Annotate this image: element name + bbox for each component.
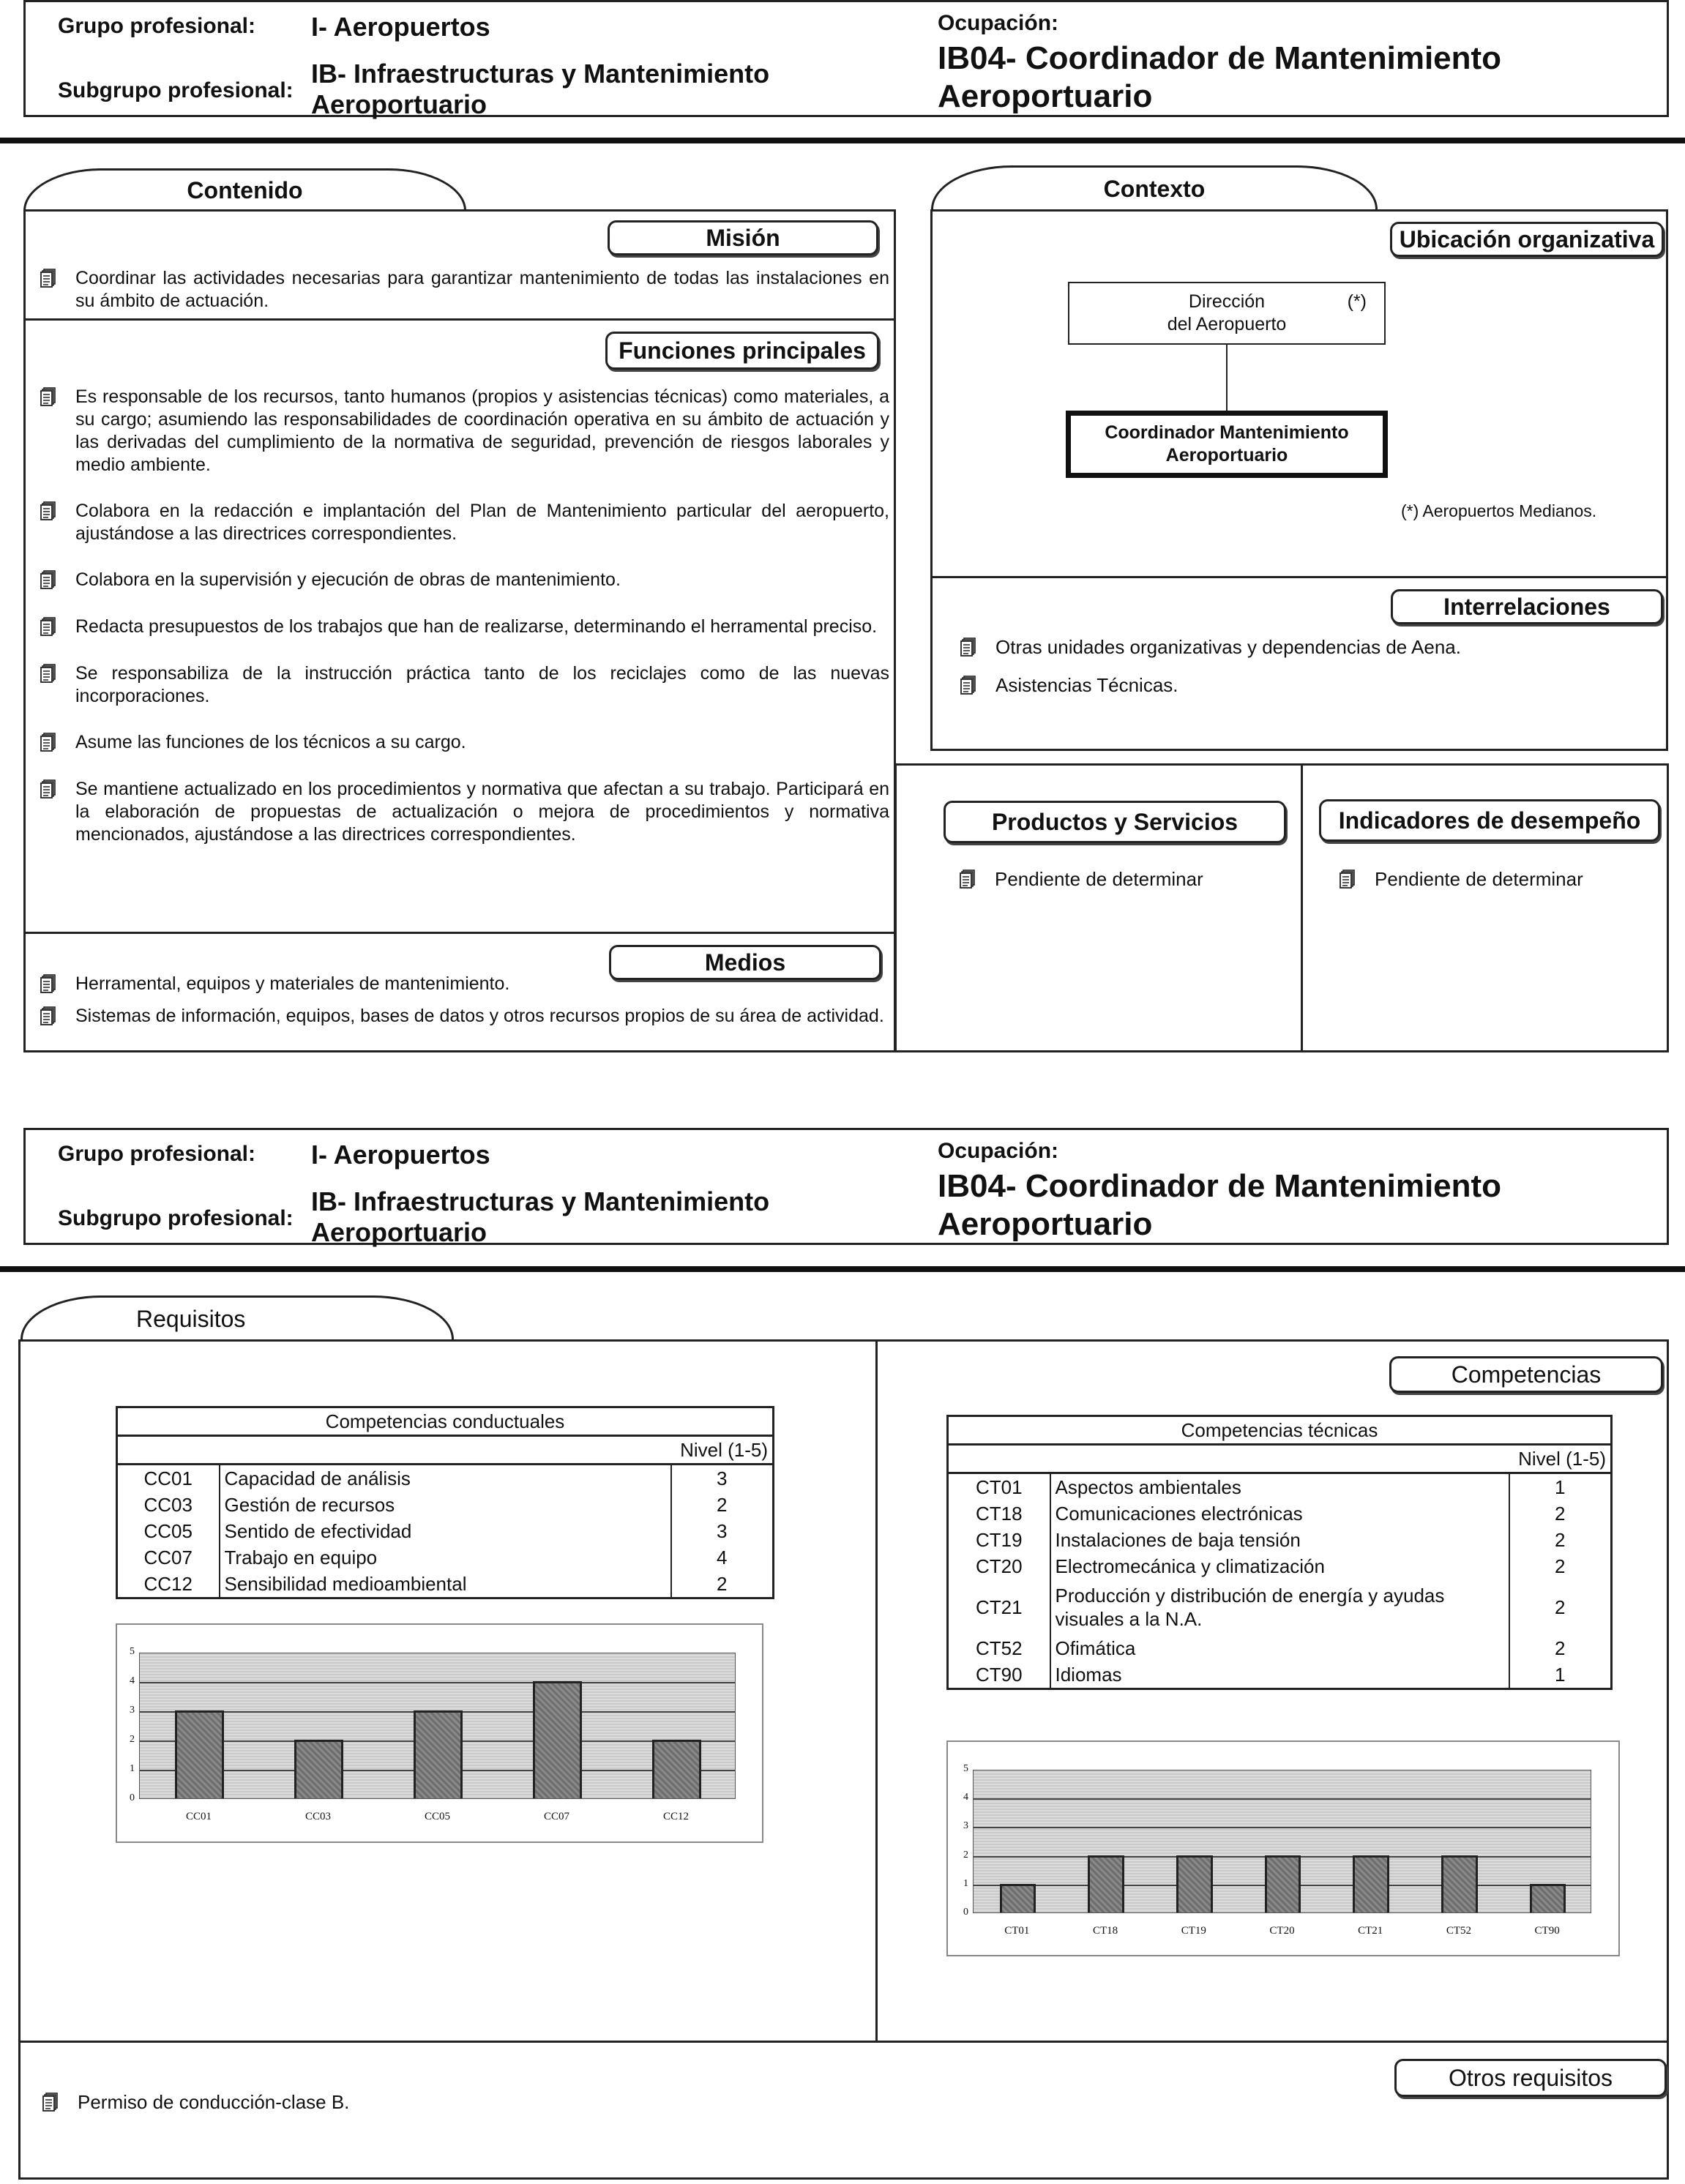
org-current-line2: Aeroportuario [1165,445,1288,465]
list-item [40,662,889,708]
ocupacion-value-2-line2: Aeroportuario [938,1206,1153,1242]
list-item-text: Es responsable de los recursos, tanto humanos (propios y asistencias técnicas) como materiales, a su cargo; asumiendo las responsabilidades de coordinación operativa en su ámbito de actuación y las derivadas del cumplimiento de la normativa de seguridad, prevención de riesgos laborales y medio ambiente. [75,386,889,475]
org-connector-line [1226,345,1228,415]
document-stack-icon [40,974,62,996]
otros-divider [20,2041,1667,2043]
otros-heading: Otros requisitos [1394,2059,1667,2097]
y-tick-label: 3 [130,1705,135,1716]
document-stack-icon [1340,870,1361,891]
subgrupo-value-2-line2: Aeroportuario [311,1217,487,1247]
grupo-value: I- Aeropuertos [311,12,490,42]
indicadores-panel [1301,763,1669,1052]
list-item-text: Redacta presupuestos de los trabajos que han de realizarse, determinando el herramental preciso. [75,616,878,637]
org-parent-mark: (*) [1347,291,1367,312]
conductuales-table [116,1406,774,1599]
document-stack-icon [40,501,62,523]
x-tick-label: CT21 [1358,1925,1383,1937]
medios-heading: Medios [609,945,881,980]
cell-code: CT21 [948,1579,1050,1635]
productos-list [960,868,1282,891]
grupo-label: Grupo profesional: [58,14,255,38]
document-stack-icon [40,387,62,409]
document-stack-icon [42,2093,64,2114]
table-row [117,1492,774,1518]
otros-list [42,2091,848,2114]
header-rule [0,138,1685,143]
funciones-list [40,386,889,870]
cell-code: CT01 [948,1473,1050,1501]
y-tick-label: 1 [963,1877,968,1889]
list-item-text: Asistencias Técnicas. [995,674,1178,696]
list-item-text: Sistemas de información, equipos, bases de datos y otros recursos propios de su área de actividad. [75,1006,884,1026]
plot-area [973,1770,1591,1913]
cell-level: 2 [1509,1579,1612,1635]
page-header [23,0,1669,117]
cell-code: CT19 [948,1527,1050,1553]
indicadores-heading: Indicadores de desempeño [1319,799,1660,842]
cell-level: 1 [1509,1473,1612,1501]
mision-heading: Misión [608,220,878,255]
org-current-line1: Coordinador Mantenimiento [1105,422,1349,443]
cell-name: Aspectos ambientales [1050,1473,1509,1501]
medios-divider [26,932,894,934]
cell-code: CT52 [948,1635,1050,1661]
y-tick-label: 4 [130,1675,135,1686]
list-item [960,868,1282,891]
x-tick-label: CT90 [1534,1925,1560,1937]
subgrupo-value-line2: Aeroportuario [311,89,487,119]
gridline [974,1827,1591,1828]
list-item-text: Pendiente de determinar [1375,868,1583,890]
list-item [40,778,889,846]
x-tick-label: CC07 [543,1811,569,1822]
bar-ct01 [1000,1884,1036,1912]
y-tick-label: 1 [130,1763,135,1774]
ocupacion-label: Ocupación: [938,11,1059,35]
cell-level: 2 [1509,1553,1612,1579]
table-row [948,1635,1612,1661]
list-item [40,267,889,313]
table-row [948,1579,1612,1635]
x-tick-label: CT52 [1446,1925,1471,1937]
contexto-panel [930,209,1668,751]
requisitos-tab-label: Requisitos [136,1306,246,1332]
y-tick-label: 4 [963,1792,968,1803]
cell-level: 2 [1509,1635,1612,1661]
list-item [40,500,889,545]
list-item-text: Colabora en la redacción e implantación del Plan de Mantenimiento particular del aeropuerto, ajustándose a las directrices correspondientes. [75,501,889,544]
cell-code: CC12 [117,1571,220,1598]
y-tick-label: 0 [130,1792,135,1803]
cell-code: CC01 [117,1465,220,1492]
conductuales-nivel-header: Nivel (1-5) [117,1436,774,1465]
table-row [948,1500,1612,1527]
document-stack-icon [40,1006,62,1028]
funciones-heading: Funciones principales [605,332,879,370]
cell-level: 1 [1509,1661,1612,1689]
document-stack-icon [40,570,62,592]
cell-level: 2 [671,1492,774,1518]
org-parent-box [1068,282,1386,345]
tecnicas-chart [946,1740,1620,1956]
header-rule-2 [0,1266,1685,1272]
cell-name: Trabajo en equipo [220,1544,671,1571]
cell-name: Sensibilidad medioambiental [220,1571,671,1598]
contenido-panel [23,209,896,1052]
list-item-text: Coordinar las actividades necesarias para garantizar mantenimiento de todas las instalaciones en su ámbito de actuación. [75,268,889,311]
list-item [42,2091,848,2114]
bar-cc07 [533,1681,582,1798]
subgrupo-value-2-line1: IB- Infraestructuras y Mantenimiento [311,1186,770,1216]
cell-name: Ofimática [1050,1635,1509,1661]
org-current-box [1066,411,1388,478]
medios-list [40,973,889,1037]
bar-ct21 [1353,1855,1389,1912]
bar-ct52 [1441,1855,1477,1912]
ocupacion-value-line1: IB04- Coordinador de Mantenimiento [938,40,1502,76]
cell-code: CT20 [948,1553,1050,1579]
table-row [948,1527,1612,1553]
cell-name: Electromecánica y climatización [1050,1553,1509,1579]
x-tick-label: CT19 [1181,1925,1206,1937]
list-item-text: Se mantiene actualizado en los procedimientos y normativa que afectan a su trabajo. Participará en la elaboración de propuestas de actualización o mejora de procedimientos y normativa mencionados, ajustándose a las directrices correspondientes. [75,779,889,845]
gridline [140,1682,735,1683]
list-item-text: Se responsabiliza de la instrucción práctica tanto de los reciclajes como de las nuevas incorporaciones. [75,663,889,706]
table-row [117,1518,774,1544]
x-tick-label: CC12 [662,1811,689,1822]
bar-cc05 [414,1710,463,1798]
grupo-label-2: Grupo profesional: [58,1142,255,1166]
y-tick-label: 2 [130,1734,135,1745]
cell-code: CC07 [117,1544,220,1571]
cell-level: 2 [1509,1527,1612,1553]
list-item [960,674,1648,698]
list-item-text: Asume las funciones de los técnicos a su cargo. [75,732,466,752]
list-item-text: Pendiente de determinar [995,868,1203,890]
tecnicas-nivel-header: Nivel (1-5) [948,1445,1612,1473]
page-header-2 [23,1128,1669,1245]
bar-cc12 [652,1740,701,1798]
list-item-text: Otras unidades organizativas y dependencias de Aena. [995,636,1461,658]
cell-name: Gestión de recursos [220,1492,671,1518]
bar-ct19 [1176,1855,1212,1912]
org-parent-line2: del Aeropuerto [1167,314,1287,334]
bar-ct20 [1265,1855,1301,1912]
bar-ct18 [1088,1855,1124,1912]
competencias-heading: Competencias [1389,1356,1663,1393]
tecnicas-table [946,1415,1613,1690]
x-tick-label: CT20 [1269,1925,1295,1937]
table-row [948,1553,1612,1579]
y-tick-label: 5 [130,1646,135,1657]
list-item-text: Permiso de conducción-clase B. [78,2091,350,2113]
productos-heading: Productos y Servicios [944,801,1286,843]
requisitos-panel [18,1339,1669,2180]
document-stack-icon [40,664,62,686]
cell-level: 4 [671,1544,774,1571]
table-row [117,1544,774,1571]
cell-name: Producción y distribución de energía y ayudas visuales a la N.A. [1050,1579,1509,1635]
ocupacion-value-line2: Aeroportuario [938,78,1153,114]
document-stack-icon [960,870,982,891]
cell-code: CC05 [117,1518,220,1544]
list-item [40,616,889,639]
list-item [40,386,889,476]
document-stack-icon [960,637,982,659]
cell-name: Idiomas [1050,1661,1509,1689]
cell-name: Sentido de efectividad [220,1518,671,1544]
interrelaciones-heading: Interrelaciones [1391,589,1663,624]
org-parent-line1: Dirección [1188,291,1266,312]
interrelaciones-divider [933,576,1666,578]
cell-code: CT18 [948,1500,1050,1527]
document-stack-icon [40,269,62,291]
x-tick-label: CT01 [1004,1925,1030,1937]
table-row [117,1465,774,1492]
cell-level: 3 [671,1518,774,1544]
document-stack-icon [40,617,62,639]
cell-level: 3 [671,1465,774,1492]
document-stack-icon [960,676,982,698]
bar-cc03 [294,1740,343,1798]
x-tick-label: CC01 [185,1811,212,1822]
grupo-value-2: I- Aeropuertos [311,1140,490,1170]
table-row [948,1473,1612,1501]
gridline [974,1798,1591,1800]
conductuales-title: Competencias conductuales [117,1407,774,1436]
mision-list [40,267,889,313]
list-item-text: Colabora en la supervisión y ejecución de obras de mantenimiento. [75,569,621,590]
y-tick-label: 0 [963,1907,968,1918]
list-item [960,636,1648,659]
cell-level: 2 [671,1571,774,1598]
interrelaciones-list [960,636,1648,712]
plot-area [139,1653,736,1799]
ocupacion-label-2: Ocupación: [938,1139,1059,1163]
contexto-tab: Contexto [931,165,1378,211]
list-item [40,569,889,592]
bar-cc01 [175,1710,224,1798]
cell-name: Capacidad de análisis [220,1465,671,1492]
list-item [40,973,889,996]
subgrupo-value-line1: IB- Infraestructuras y Mantenimiento [311,59,770,89]
mision-divider [26,318,894,321]
y-tick-label: 5 [963,1763,968,1774]
x-tick-label: CT18 [1092,1925,1118,1937]
ocupacion-value-2-line1: IB04- Coordinador de Mantenimiento [938,1168,1502,1204]
table-row [948,1661,1612,1689]
conductuales-chart [116,1623,763,1843]
x-tick-label: CC03 [305,1811,331,1822]
list-item [40,1005,889,1028]
bar-ct90 [1530,1884,1566,1912]
subgrupo-label-2: Subgrupo profesional: [58,1206,294,1230]
cell-code: CT90 [948,1661,1050,1689]
list-item-text: Herramental, equipos y materiales de mantenimiento. [75,973,510,994]
tecnicas-title: Competencias técnicas [948,1416,1612,1445]
indicadores-list [1340,868,1662,891]
y-tick-label: 3 [963,1820,968,1832]
x-tick-label: CC05 [424,1811,450,1822]
cell-level: 2 [1509,1500,1612,1527]
ubicacion-heading: Ubicación organizativa [1390,222,1664,257]
document-stack-icon [40,733,62,755]
productos-panel [894,763,1303,1052]
document-stack-icon [40,779,62,801]
org-footnote: (*) Aeropuertos Medianos. [1401,501,1597,520]
y-tick-label: 2 [963,1849,968,1860]
cell-name: Instalaciones de baja tensión [1050,1527,1509,1553]
requisitos-tab [20,1295,454,1341]
cell-name: Comunicaciones electrónicas [1050,1500,1509,1527]
contenido-tab: Contenido [23,168,466,211]
subgrupo-label: Subgrupo profesional: [58,78,294,102]
list-item [40,731,889,755]
cell-code: CC03 [117,1492,220,1518]
requisitos-column-divider [875,1342,878,2042]
table-row [117,1571,774,1598]
list-item [1340,868,1662,891]
